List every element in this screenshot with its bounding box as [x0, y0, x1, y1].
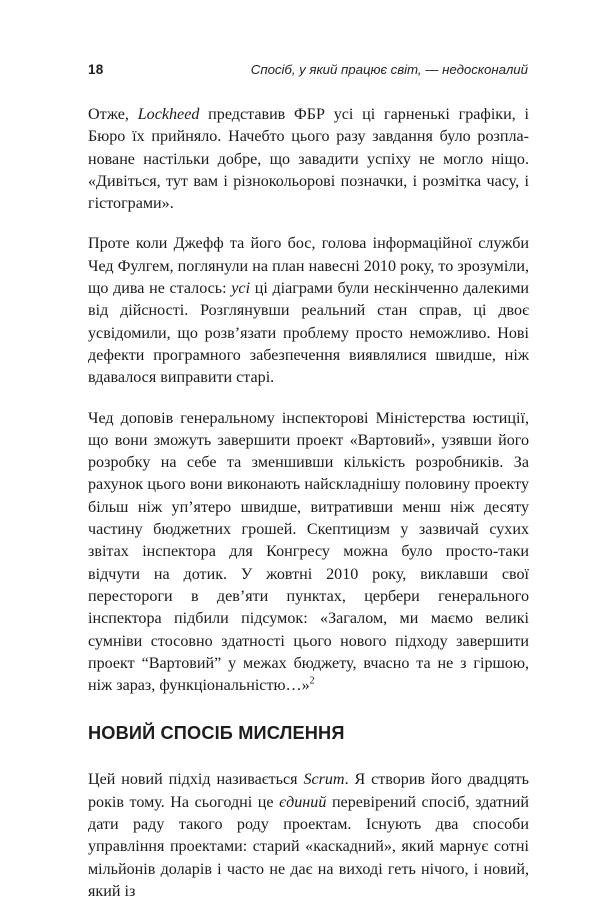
italic-run: Lockheed	[137, 106, 200, 123]
italic-run: єдиний	[279, 793, 327, 811]
italic-run: усі	[231, 280, 251, 298]
text-run: Цей новий підхід називається	[88, 771, 304, 789]
paragraph-1	[88, 104, 529, 215]
text-run: Проте коли Джефф та його бос, голова інформаційної служби Чед Фулгем, поглянули на план навесні 2010 року, то зрозуміли, що дива не сталось:	[88, 235, 529, 298]
paragraph-2	[88, 233, 529, 389]
page-number: 18	[88, 62, 104, 77]
text-run: . Я створив його двадцять років тому. На сьогодні це	[88, 771, 529, 811]
text-run: ці діаграми були нескінченно далекими від дійсності. Розглянувши реальний стан справ, ці двоє усвідомили, що розв’язати проблему просто неможливо. Нові дефекти програмного забезпечення виявлялися швидше, ніж вдавалося виправити старі.	[88, 280, 529, 387]
footnote-marker: 2	[309, 675, 315, 687]
paragraph-4	[88, 769, 529, 903]
paragraph-3	[88, 408, 529, 698]
section-heading-block	[88, 723, 529, 744]
section-heading: НОВИЙ СПОСІБ МИСЛЕННЯ	[88, 723, 345, 744]
text-run: Отже,	[88, 106, 138, 123]
page-content	[88, 104, 529, 903]
running-head-title: Спосіб, у який працює світ, — недосконалий	[250, 62, 528, 77]
running-head	[88, 62, 528, 84]
text-run: перевірений спосіб, здатний дати раду такого роду проектам. Існують два способи управління проектами: старий «каскадний», який марнує сотні мільйонів доларів і часто не дає на виході геть нічого, і новий, який із	[88, 793, 529, 900]
italic-run: Scrum	[303, 771, 345, 789]
text-run: представив ФБР усі ці гарненькі графіки, і Бюро їх прийняло. Начебто цього разу завдання було розплановане настільки добре, що завадити успіху не могло ніщо. «Дивіться, тут вам і різнокольорові позначки, і розмітка часу, і гістограми».	[88, 106, 530, 213]
text-run: Чед доповів генеральному інспекторові Міністерства юстиції, що вони зможуть завершити проект «Вартовий», узявши його розробку на себе та зменшивши кількість розробників. За рахунок цього вони виконають найскладнішу половину проекту більш ніж уп’ятеро швидше, витративши менш ніж десяту частину бюджетних грошей. Скептицизм у зазвичай сухих звітах інспектора для Конгресу можна було просто-таки відчути на дотик. У жовтні 2010 року, виклавши свої перестороги в дев’яти пунктах, цербери генерального інспектора підбили підсумок: «Загалом, ми маємо великі сумніви стосовно здатності цього нового підходу завершити проект “Вартовий” у межах бюджету, вчасно та не з гіршою, ніж зараз, функціональністю…»	[88, 409, 529, 695]
